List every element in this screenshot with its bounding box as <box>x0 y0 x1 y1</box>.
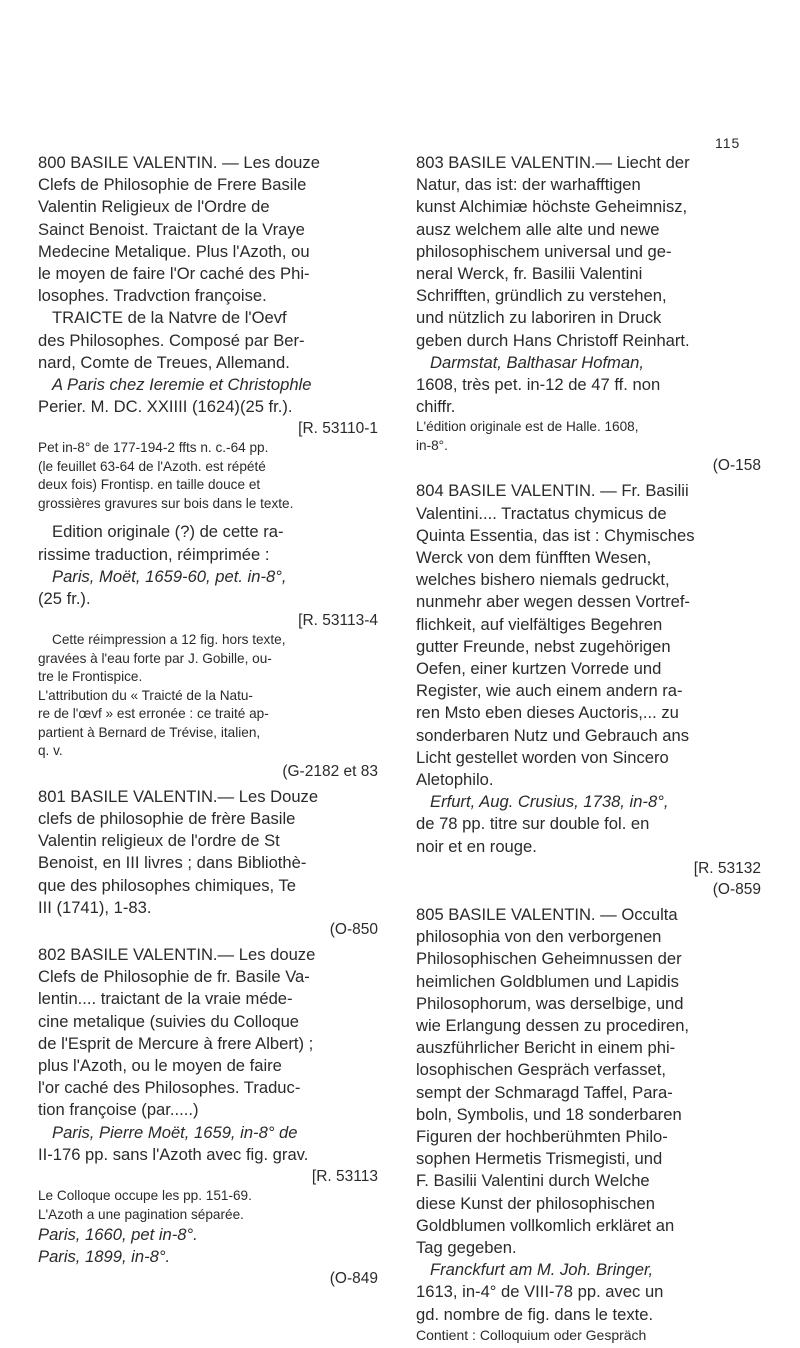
entry-805-line: heimlichen Goldblumen und Lapidis <box>416 971 679 991</box>
entry-802-tail: Paris, 1899, in-8°. <box>38 1247 171 1267</box>
entry-800-ref2: [R. 53113-4 <box>298 612 378 630</box>
entry-800-line: 800 BASILE VALENTIN. — Les douze <box>38 153 320 172</box>
entry-800-line: Valentin Religieux de l'Ordre de <box>38 197 270 217</box>
entry-800-note: (le feuillet 63-64 de l'Azoth. est répété <box>38 458 266 474</box>
entry-800-ref3: (G-2182 et 83 <box>282 762 378 780</box>
entry-800-line: A Paris chez Ieremie et Christophle <box>52 375 312 395</box>
entry-800-note2: partient à Bernard de Trévise, italien, <box>38 724 261 740</box>
entry-805-line: Figuren der hochberühmten Philo- <box>416 1126 668 1146</box>
entry-803-note: in-8°. <box>416 437 448 453</box>
entry-801-line: 801 BASILE VALENTIN.— Les Douze <box>38 786 319 806</box>
entry-804-line: welches bishero niemals gedruckt, <box>416 570 670 590</box>
entry-804-line: sonderbaren Nutz und Gebrauch ans <box>416 725 690 745</box>
entry-802-line: cine metalique (suivies du Colloque <box>38 1011 300 1031</box>
entry-805-line: sempt der Schmaragd Taffel, Para- <box>416 1082 673 1102</box>
entry-805-line: losophischen Gespräch verfasset, <box>416 1060 666 1080</box>
entry-801-ref: (O-850 <box>329 920 378 938</box>
entry-803-line: geben durch Hans Christoff Reinhart. <box>416 330 690 350</box>
entry-802-line: l'or caché des Philosophes. Traduc- <box>38 1078 301 1098</box>
entry-802-line: Paris, Pierre Moët, 1659, in-8° de <box>52 1122 298 1142</box>
entry-804-line: gutter Freunde, nebst zugehörigen <box>416 636 671 656</box>
entry-800-note2: tre le Frontispice. <box>38 669 143 685</box>
entry-801-line: III (1741), 1-83. <box>38 897 152 917</box>
entry-801 <box>38 786 378 940</box>
entry-804-line: nunmehr aber wegen dessen Vortref- <box>416 592 690 612</box>
entry-804-line: Oefen, einer kurtzen Vorrede und <box>416 659 662 679</box>
entry-803-line: und nützlich zu laboriren in Druck <box>416 308 662 328</box>
entry-803-line: 1608, très pet. in-12 de 47 ff. non <box>416 375 661 395</box>
entry-800-line: nard, Comte de Treues, Allemand. <box>38 352 290 372</box>
entry-804-ref: [R. 53132 <box>693 859 761 877</box>
entry-803 <box>416 152 761 476</box>
entry-802-line: tion françoise (par.....) <box>38 1100 199 1120</box>
entry-804-ref2: (O-859 <box>712 880 761 898</box>
entry-805-line: philosophia von den verborgenen <box>416 927 662 947</box>
entry-805-line: diese Kunst der philosophischen <box>416 1193 655 1213</box>
entry-804-line: Register, wie auch einem andern ra- <box>416 681 683 701</box>
entry-802-ref: [R. 53113 <box>311 1168 378 1185</box>
entry-805-line: Philosophorum, was derselbige, und <box>416 993 684 1013</box>
entry-805-line: wie Erlangung dessen zu procediren, <box>416 1015 690 1035</box>
entry-800-line: Medecine Metalique. Plus l'Azoth, ou <box>38 241 310 261</box>
entry-800-edition: (25 fr.). <box>38 589 91 609</box>
entry-803-line: kunst Alchimiæ höchste Geheimnisz, <box>416 197 688 217</box>
entry-805-line: 805 BASILE VALENTIN. — Occulta <box>416 904 678 924</box>
entry-800-note: deux fois) Frontisp. en taille douce et <box>38 477 261 493</box>
entry-805-line: boln, Symbolis, und 18 sonderbaren <box>416 1104 682 1124</box>
entry-803-ref: (O-158 <box>712 457 761 475</box>
entry-804-line: ren Msto eben dieses Auctoris,... zu <box>416 703 679 723</box>
entry-802-note: Le Colloque occupe les pp. 151-69. <box>38 1188 252 1203</box>
entry-802-line: II-176 pp. sans l'Azoth avec fig. grav. <box>38 1144 309 1164</box>
entry-805-line: gd. nombre de fig. dans le texte. <box>416 1304 654 1324</box>
entry-803-line: Schrifften, gründlich zu verstehen, <box>416 286 667 306</box>
entry-800-note2: q. v. <box>38 743 63 759</box>
entry-803-line: neral Werck, fr. Basilii Valentini <box>416 264 643 284</box>
entry-802-line: de l'Esprit de Mercure à frere Albert) ; <box>38 1033 314 1053</box>
entry-801-line: Valentin religieux de l'ordre de St <box>38 831 280 851</box>
entry-800-edition: Edition originale (?) de cette ra- <box>52 522 284 542</box>
entry-804-line: Aletophilo. <box>416 770 494 790</box>
entry-805-line: auszführlicher Bericht in einem phi- <box>416 1038 676 1058</box>
entry-803-line: philosophischem universal und ge- <box>416 241 672 261</box>
entry-805-line: Goldblumen vollkomlich erkläret an <box>416 1215 675 1235</box>
left-column <box>38 152 378 1293</box>
entry-804-line: Licht gestellet worden von Sincero <box>416 747 669 767</box>
entry-800-line: Sainct Benoist. Traictant de la Vraye <box>38 219 305 239</box>
entry-802 <box>38 944 378 1289</box>
entry-800-note2: L'attribution du « Traicté de la Natu- <box>38 687 253 703</box>
entry-802-line: plus l'Azoth, ou le moyen de faire <box>38 1055 282 1075</box>
entry-802-ref2: (O-849 <box>329 1270 378 1288</box>
entry-801-line: que des philosophes chimiques, Te <box>38 875 296 895</box>
entry-802-line: lentin.... traictant de la vraie méde- <box>38 989 293 1009</box>
entry-802-tail: Paris, 1660, pet in-8°. <box>38 1225 198 1244</box>
right-column <box>416 152 761 1348</box>
entry-800 <box>38 152 378 782</box>
entry-803-note: L'édition originale est de Halle. 1608, <box>416 419 639 435</box>
entry-804-line: Quinta Essentia, das ist : Chymisches <box>416 525 695 545</box>
entry-800-line: losophes. Tradvction françoise. <box>38 286 267 306</box>
entry-800-note2: Cette réimpression a 12 fig. hors texte, <box>52 632 286 648</box>
entry-804-line: Erfurt, Aug. Crusius, 1738, in-8°, <box>430 792 669 812</box>
entry-805-line: sophen Hermetis Trismegisti, und <box>416 1149 663 1169</box>
entry-800-note2: gravées à l'eau forte par J. Gobille, ou- <box>38 650 272 666</box>
entry-800-line: Perier. M. DC. XXIIII (1624)(25 fr.). <box>38 397 293 417</box>
entry-804-line: Werck von dem fünfften Wesen, <box>416 548 652 568</box>
entry-805-line: F. Basilii Valentini durch Welche <box>416 1171 650 1191</box>
entry-803-line: ausz welchem alle alte und newe <box>416 219 660 239</box>
page-number: 115 <box>715 135 741 151</box>
entry-805-line: Philosophischen Geheimnussen der <box>416 949 682 969</box>
entry-804-line: noir et en rouge. <box>416 836 537 856</box>
entry-802-note: L'Azoth a une pagination séparée. <box>38 1206 244 1222</box>
entry-800-note: grossières gravures sur bois dans le texte. <box>38 495 294 511</box>
entry-804-line: flichkeit, auf vielfältiges Begehren <box>416 614 663 634</box>
entry-800-line: le moyen de faire l'Or caché des Phi- <box>38 264 310 284</box>
entry-803-line: 803 BASILE VALENTIN.— Liecht der <box>416 153 690 172</box>
entry-800-note2: re de l'œvf » est erronée : ce traité ap- <box>38 706 269 722</box>
entry-805 <box>416 904 761 1344</box>
entry-800-ref: [R. 53110-1 <box>298 420 378 438</box>
entry-802-line: Clefs de Philosophie de fr. Basile Va- <box>38 967 310 987</box>
entry-803-line: Darmstat, Balthasar Hofman, <box>430 352 644 372</box>
entry-800-edition: Paris, Moët, 1659-60, pet. in-8°, <box>52 566 287 586</box>
entry-801-line: clefs de philosophie de frère Basile <box>38 808 296 828</box>
entry-804-line: Valentini.... Tractatus chymicus de <box>416 503 667 523</box>
entry-805-line: Tag gegeben. <box>416 1237 517 1257</box>
entry-800-note: Pet in-8° de 177-194-2 ffts n. c.-64 pp. <box>38 440 269 456</box>
entry-802-line: 802 BASILE VALENTIN.— Les douze <box>38 944 316 964</box>
entry-803-line: chiffr. <box>416 397 456 417</box>
entry-804 <box>416 480 761 899</box>
entry-800-edition: rissime traduction, réimprimée : <box>38 544 270 564</box>
entry-803-line: Natur, das ist: der warhafftigen <box>416 175 641 195</box>
entry-805-line: 1613, in-4° de VIII-78 pp. avec un <box>416 1282 664 1302</box>
entry-805-contient: Contient : Colloquium oder Gespräch <box>416 1326 647 1343</box>
entry-801-line: Benoist, en III livres ; dans Bibliothè- <box>38 853 307 873</box>
entry-800-line: des Philosophes. Composé par Ber- <box>38 330 305 350</box>
entry-800-line: Clefs de Philosophie de Frere Basile <box>38 175 307 195</box>
entry-804-line: 804 BASILE VALENTIN. — Fr. Basilii <box>416 481 689 501</box>
entry-804-line: de 78 pp. titre sur double fol. en <box>416 814 650 834</box>
entry-800-line: TRAICTE de la Natvre de l'Oevf <box>52 308 287 328</box>
entry-805-line: Franckfurt am M. Joh. Bringer, <box>430 1260 654 1280</box>
